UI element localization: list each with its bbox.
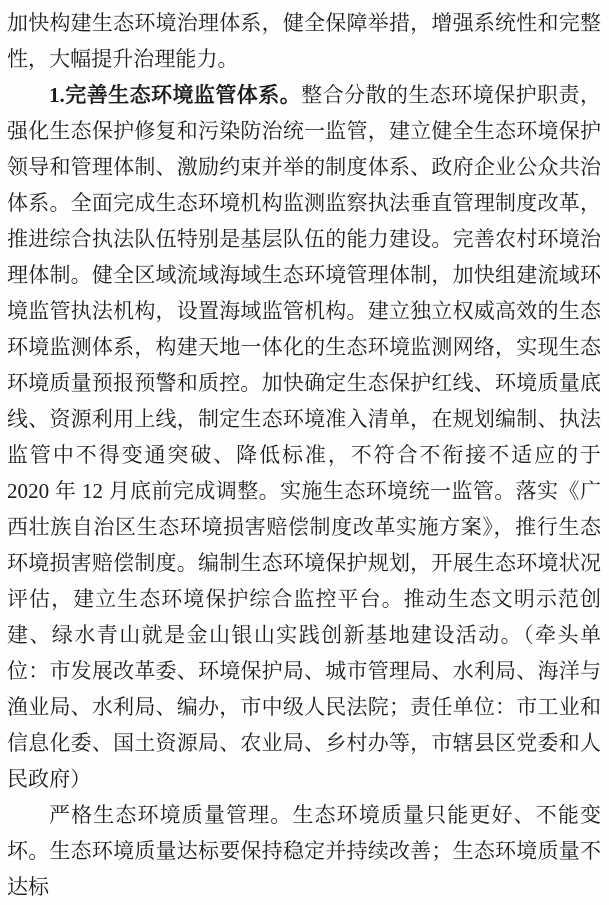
paragraph-quality-management <box>7 797 601 905</box>
paragraph-text: 加快构建生态环境治理体系，健全保障举措，增强系统性和完整性，大幅提升治理能力。 <box>7 11 601 71</box>
paragraph-text: 严格生态环境质量管理。生态环境质量只能更好、不能变坏。生态环境质量达标要保持稳定并持续改善；生态环境质量不达标 <box>7 803 601 899</box>
section-1-body-text: 整合分散的生态环境保护职责，强化生态保护修复和污染防治统一监管，建立健全生态环境保护领导和管理体制、激励约束并举的制度体系、政府企业公众共治体系。全面完成生态环境机构监测监察执法垂直管理制度改革，推进综合执法队伍特别是基层队伍的能力建设。完善农村环境治理体制。健全区域流域海域生态环境管理体制，加快组建流域环境监管执法机构，设置海域监管机构。建立独立权威高效的生态环境监测体系，构建天地一体化的生态环境监测网络，实现生态环境质量预报预警和质控。加快确定生态保护红线、环境质量底线、资源利用上线，制定生态环境准入清单，在规划编制、执法监管中不得变通突破、降低标准，不符合不衔接不适应的于 2020 年 12 月底前完成调整。实施生态环境统一监管。落实《广西壮族自治区生态环境损害赔偿制度改革实施方案》，推行生态环境损害赔偿制度。编制生态环境保护规划，开展生态环境状况评估，建立生态环境保护综合监控平台。推动生态文明示范创建、绿水青山就是金山银山实践创新基地建设活动。（牵头单位：市发展改革委、环境保护局、城市管理局、水利局、海洋与渔业局、水利局、编办，市中级人民法院；责任单位：市工业和信息化委、国土资源局、农业局、乡村办等，市辖县区党委和人民政府） <box>7 83 601 791</box>
section-1-heading: 1.完善生态环境监管体系。 <box>49 83 302 107</box>
paragraph-continuation <box>7 5 601 77</box>
paragraph-section-1 <box>7 77 601 797</box>
